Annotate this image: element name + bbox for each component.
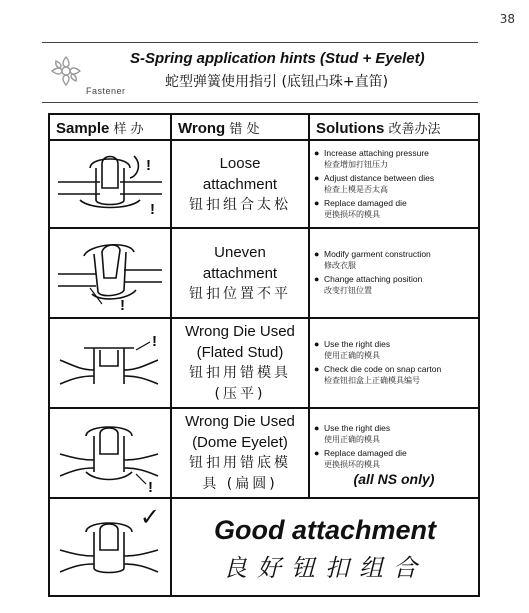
header-sample [49,114,171,140]
solution-en: Change attaching position [324,274,423,284]
solution-en: Increase attaching pressure [324,147,429,158]
solution-item [314,448,474,470]
solution-en: Modify garment construction [324,249,431,259]
header-wrong-zh: 错 处 [229,121,260,137]
bullet-icon: ● [314,339,320,349]
logo-caption: Fastener [86,86,126,96]
bullet-icon: ● [314,448,320,458]
loose-attachment-diagram [50,142,168,226]
solution-zh: 更换损坏的模具 [324,460,380,469]
bullet-icon: ● [314,197,320,208]
sample-diagram-flated-stud [49,318,171,408]
svg-text:!: ! [148,479,153,496]
fastener-logo-icon [46,54,86,88]
wrong-label-zh: 钮扣组合太松 [189,196,291,213]
check-mark-icon: ✓ [139,504,160,531]
header-solutions-zh: 改善办法 [388,121,441,137]
solution-zh: 改变打钮位置 [324,286,372,295]
wrong-label-zh-2: (压平) [214,386,266,402]
sample-diagram-loose [49,140,171,228]
header-solutions-en: Solutions [316,119,385,137]
wrong-cell-uneven [171,228,309,318]
solution-en: Use the right dies [324,423,391,433]
solution-zh: 使用正确的模具 [324,435,380,444]
header-bottom-rule [42,102,478,103]
uneven-attachment-diagram [50,230,168,316]
bullet-icon: ● [314,423,320,433]
solution-en: Replace damaged die [324,448,407,458]
good-attachment-cell [171,498,479,596]
wrong-label-zh-2: 具 (扁圆) [202,476,278,492]
bullet-icon: ● [314,249,320,259]
svg-text:!: ! [120,297,125,314]
header-top-rule [42,42,478,43]
good-attachment-en: Good attachment [213,515,436,545]
header-wrong-en: Wrong [178,119,226,137]
good-attachment-zh: 良好钮扣组合 [223,554,427,582]
wrong-label-en-2: attachment [202,175,278,193]
solution-en: Adjust distance between dies [324,172,435,183]
solution-item [314,364,474,386]
bullet-icon: ● [314,172,320,183]
table-row-good [49,498,479,596]
solutions-cell-loose [309,140,479,228]
svg-text:!: ! [152,333,157,350]
header-sample-en: Sample [56,119,110,137]
wrong-label-zh: 钮扣用错模具 [189,365,291,381]
sample-diagram-good [49,498,171,596]
wrong-label-en-2: (Flated Stud) [196,344,284,361]
solution-zh: 检查增加打钮压力 [324,159,388,169]
solution-zh: 修改衣服 [324,261,356,270]
solutions-cell-dome-eyelet [309,408,479,498]
solution-zh: 使用正确的模具 [324,351,380,360]
title-english: S-Spring application hints (Stud + Eyelet) [130,50,425,67]
hints-table [48,113,480,597]
wrong-cell-dome-eyelet [171,408,309,498]
solution-item [314,423,474,445]
wrong-label-en-1: Loose [219,154,261,172]
table-row [49,140,479,228]
wrong-label-en-1: Uneven [214,243,266,261]
bullet-icon: ● [314,364,320,374]
wrong-cell-flated-stud [171,318,309,408]
note-all-ns-only: (all NS only) [353,471,435,487]
solution-item [314,339,474,361]
bullet-icon: ● [314,147,320,158]
svg-text:!: ! [146,157,151,174]
header-solutions [309,114,479,140]
wrong-cell-loose [171,140,309,228]
wrong-label-en-1: Wrong Die Used [185,413,295,430]
solution-en: Use the right dies [324,339,391,349]
wrong-label-en-1: Wrong Die Used [185,323,295,340]
flated-stud-diagram [50,320,168,406]
solution-item [314,249,474,271]
table-header-row [49,114,479,140]
table-row [49,408,479,498]
dome-eyelet-diagram [50,410,168,496]
sample-diagram-dome-eyelet [49,408,171,498]
solution-item [314,274,474,296]
solutions-cell-uneven [309,228,479,318]
solution-zh: 检查上模是否太高 [324,184,388,194]
table-row [49,228,479,318]
page-number: 38 [499,12,515,26]
solution-item [314,198,474,220]
wrong-label-en-2: attachment [202,264,278,282]
solution-item [314,148,474,170]
title-chinese: 蛇型弹簧使用指引 (底钮凸珠+直笛) [165,74,389,90]
solution-zh: 检查钮扣盒上正确模具编号 [324,376,420,385]
bullet-icon: ● [314,274,320,284]
solution-en: Replace damaged die [324,197,407,208]
header-wrong [171,114,309,140]
sample-diagram-uneven [49,228,171,318]
solution-zh: 更换损坏的模具 [324,209,380,219]
table-row [49,318,479,408]
wrong-label-en-2: (Dome Eyelet) [192,434,288,451]
wrong-label-zh: 钮扣用错底模 [189,455,291,471]
header-sample-zh: 样 办 [113,121,144,137]
solution-en: Check die code on snap carton [324,364,442,374]
svg-text:!: ! [150,201,155,218]
wrong-label-zh: 钮扣位置不平 [189,285,291,302]
solutions-cell-flated-stud [309,318,479,408]
solution-item [314,173,474,195]
